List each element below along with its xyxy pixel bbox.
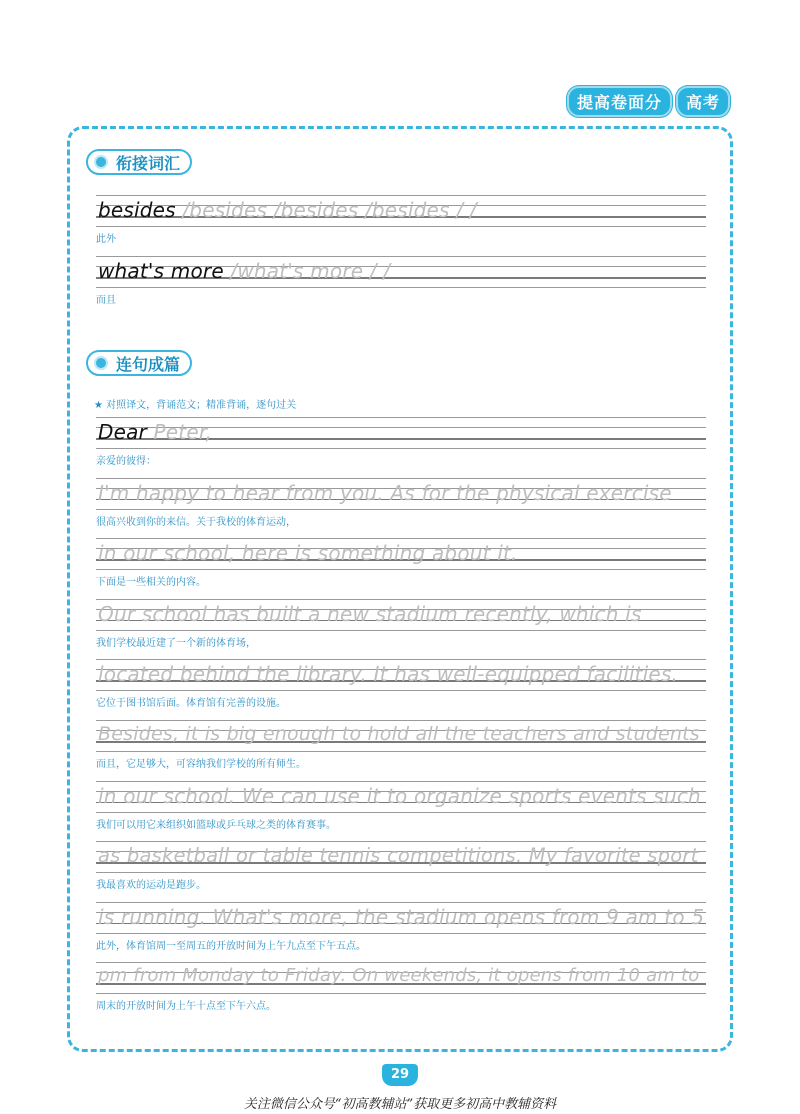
passage-line-text bbox=[98, 662, 678, 686]
vocab-translation: 而且 bbox=[96, 295, 116, 306]
passage-row bbox=[96, 781, 706, 831]
page-number: 29 bbox=[382, 1064, 418, 1086]
banner-label-score: 提高卷面分 bbox=[567, 86, 672, 117]
section-title-vocab bbox=[86, 149, 192, 175]
passage-row bbox=[96, 599, 706, 649]
passage-row bbox=[96, 962, 706, 1013]
trace-text: as basketball or table tennis competitions. My favorite sport bbox=[98, 844, 699, 868]
section-title-text: 衔接词汇 bbox=[116, 153, 181, 173]
trace-text: located behind the library. It has well-equipped facilities. bbox=[98, 662, 679, 687]
vocab-line-text bbox=[98, 259, 390, 283]
trace-text: pm from Monday to Friday. On weekends, it opens from 10 am to bbox=[98, 965, 700, 987]
trace-text: Our school has built a new stadium recently, which is bbox=[98, 601, 642, 626]
vocab-row bbox=[96, 256, 706, 306]
vocab-row bbox=[96, 195, 706, 245]
passage-translation: 亲爱的彼得： bbox=[96, 456, 156, 467]
bold-word: Dear bbox=[98, 420, 147, 444]
passage-line-text bbox=[98, 905, 704, 929]
passage-translation: 而且，它足够大，可容纳我们学校的所有师生。 bbox=[96, 759, 306, 770]
vocab-line-text bbox=[98, 198, 477, 222]
trace-text: in our school, here is something about it. bbox=[98, 541, 518, 566]
vocab-word: besides bbox=[98, 198, 176, 222]
passage-translation: 很高兴收到你的来信。关于我校的体育运动， bbox=[96, 516, 296, 528]
trace-text: I'm happy to hear from you. As for the physical exercise bbox=[98, 480, 672, 505]
trace-text: Peter, bbox=[146, 420, 212, 444]
passage-row bbox=[96, 902, 706, 952]
banner-label-exam: 高考 bbox=[676, 86, 730, 117]
passage-line-text bbox=[98, 602, 642, 626]
instruction-line bbox=[94, 396, 296, 411]
passage-row bbox=[96, 841, 706, 892]
passage-translation: 我们可以用它来组织如篮球或乒乓球之类的体育赛事。 bbox=[96, 819, 336, 831]
passage-translation: 它位于图书馆后面。体育馆有完善的设施。 bbox=[96, 698, 286, 710]
bullet-icon bbox=[94, 356, 108, 370]
passage-row bbox=[96, 720, 706, 770]
passage-line-text bbox=[98, 784, 701, 808]
instruction-text: 对照译文，背诵范文；精准背诵，逐句过关 bbox=[106, 400, 297, 411]
trace-text: is running. What's more, the stadium opens from 9 am to 5 bbox=[98, 904, 705, 929]
section-title-text: 连句成篇 bbox=[116, 354, 181, 374]
trace-text: in our school. We can use it to organize sports events such bbox=[98, 783, 701, 808]
passage-translation: 我最喜欢的运动是跑步。 bbox=[96, 880, 206, 892]
bullet-icon bbox=[94, 155, 108, 169]
passage-translation: 此外，体育馆周一至周五的开放时间为上午九点至下午五点。 bbox=[96, 940, 366, 952]
trace-text: /what's more / / bbox=[223, 259, 391, 283]
trace-text: Besides, it is big enough to hold all the teachers and students bbox=[98, 723, 700, 745]
passage-row bbox=[96, 538, 706, 589]
passage-row bbox=[96, 478, 706, 528]
passage-line-text bbox=[98, 723, 700, 745]
passage-line-text bbox=[98, 844, 698, 867]
passage-line-text bbox=[98, 481, 672, 505]
section-title-passage bbox=[86, 350, 192, 376]
star-icon: ★ bbox=[94, 400, 103, 411]
passage-row bbox=[96, 659, 706, 710]
footer-note: 关注微信公众号“初高教辅站”获取更多初高中教辅资料 bbox=[243, 1097, 557, 1112]
passage-translation: 下面是一些相关的内容。 bbox=[96, 577, 206, 589]
passage-row bbox=[96, 417, 706, 467]
passage-translation: 我们学校最近建了一个新的体育场， bbox=[96, 637, 256, 649]
vocab-translation: 此外 bbox=[96, 234, 116, 245]
passage-translation: 周末的开放时间为上午十点至下午六点。 bbox=[96, 1001, 276, 1013]
header-banner bbox=[567, 86, 730, 117]
vocab-word: what's more bbox=[98, 259, 224, 283]
passage-line-text bbox=[98, 420, 212, 444]
passage-line-text bbox=[98, 965, 699, 986]
passage-line-text bbox=[98, 541, 518, 565]
trace-text: /besides /besides /besides / / bbox=[175, 198, 477, 222]
